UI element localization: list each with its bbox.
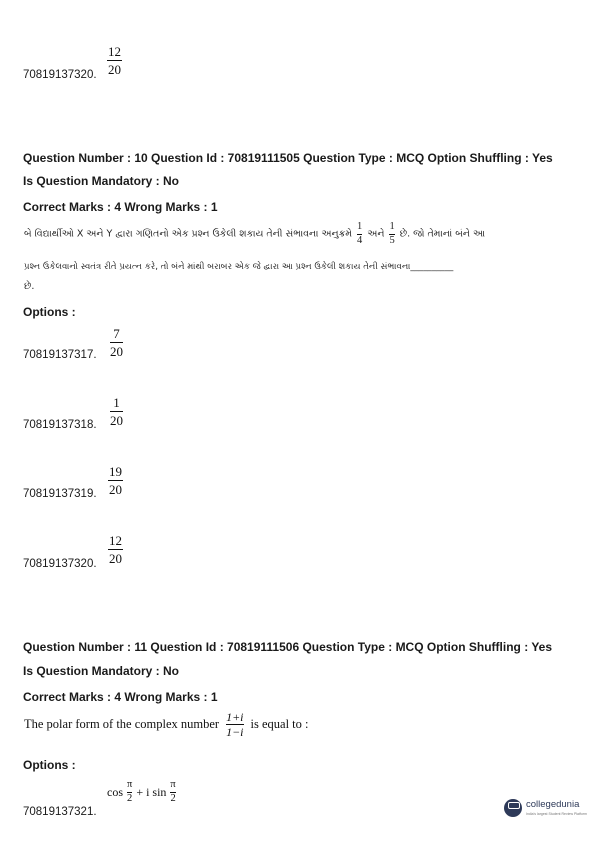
logo-text-block bbox=[526, 800, 587, 816]
q11-options-label: Options : bbox=[23, 758, 76, 772]
option-id: 70819137317. bbox=[23, 349, 97, 361]
fraction-denominator: 20 bbox=[110, 344, 123, 359]
plus-i-sin-label: + i sin bbox=[136, 784, 167, 799]
q11-marks: Correct Marks : 4 Wrong Marks : 1 bbox=[23, 690, 218, 704]
fraction-denominator: 4 bbox=[357, 234, 363, 246]
fraction-denominator: 1−i bbox=[226, 725, 244, 739]
option-id: 70819137321. bbox=[23, 806, 97, 818]
fraction-numerator: 1 bbox=[357, 221, 363, 232]
top-option-fraction bbox=[107, 45, 122, 76]
option-fraction bbox=[108, 465, 123, 496]
option-id: 70819137318. bbox=[23, 419, 97, 431]
q11-option1-expression bbox=[107, 780, 178, 804]
q10-text-line2: પ્રશ્ન ઉકેલવાનો સ્વતંત્ર રીતે પ્રયત્ન કરે, તો બંને માંથી બરાબર એક જે દ્વારા આ પ્રશ્ન ઉકેલી શકાય તેની સંભાવના__________ bbox=[24, 262, 454, 272]
q10-options-label: Options : bbox=[23, 305, 76, 319]
q10-fraction-one-fifth bbox=[389, 222, 394, 246]
q11-text bbox=[24, 711, 309, 738]
q10-mandatory: Is Question Mandatory : No bbox=[23, 174, 180, 188]
fraction-denominator: 2 bbox=[170, 792, 176, 804]
fraction-numerator: π bbox=[170, 779, 176, 790]
q11-fraction bbox=[226, 711, 243, 738]
q10-text-line3: છે. bbox=[24, 281, 35, 292]
q10-text-and: અને bbox=[367, 228, 385, 240]
cos-label: cos bbox=[107, 784, 123, 799]
fraction-numerator: 1 bbox=[113, 395, 120, 410]
fraction-numerator: 1+i bbox=[226, 710, 244, 724]
pi-over-two-fraction bbox=[170, 780, 175, 804]
fraction-denominator: 5 bbox=[389, 234, 395, 246]
q11-text-after: is equal to : bbox=[250, 717, 309, 731]
q11-mandatory: Is Question Mandatory : No bbox=[23, 664, 180, 678]
fraction-denominator: 2 bbox=[127, 792, 133, 804]
fraction-denominator: 20 bbox=[108, 62, 121, 77]
q10-fraction-one-fourth bbox=[357, 222, 362, 246]
q11-header: Question Number : 11 Question Id : 70819111506 Question Type : MCQ Option Shuffling : Yes bbox=[23, 640, 553, 654]
q10-text-part1: બે વિદ્યાર્થીઓ X અને Y દ્વારા ગણિતનો એક પ્રશ્ન ઉકેલી શકાય તેની સંભાવના અનુક્રમે bbox=[24, 228, 352, 240]
fraction-numerator: 7 bbox=[113, 326, 120, 341]
graduation-cap-icon bbox=[504, 799, 522, 817]
fraction-numerator: 1 bbox=[389, 221, 395, 232]
pi-over-two-fraction bbox=[127, 780, 132, 804]
option-fraction bbox=[108, 534, 123, 565]
q10-text-line1 bbox=[24, 222, 485, 246]
q10-marks: Correct Marks : 4 Wrong Marks : 1 bbox=[23, 200, 218, 214]
option-fraction bbox=[110, 327, 123, 358]
fraction-numerator: 19 bbox=[109, 464, 122, 479]
fraction-numerator: 12 bbox=[108, 44, 121, 59]
option-id: 70819137319. bbox=[23, 488, 97, 500]
q10-header: Question Number : 10 Question Id : 70819111505 Question Type : MCQ Option Shuffling : Yes bbox=[23, 151, 553, 165]
q10-text-part2: છે. જો તેમાનાં બંને આ bbox=[399, 228, 486, 240]
option-fraction bbox=[110, 396, 123, 427]
fraction-numerator: π bbox=[127, 779, 133, 790]
fraction-denominator: 20 bbox=[110, 413, 123, 428]
fraction-denominator: 20 bbox=[109, 482, 122, 497]
brand-name: collegedunia bbox=[526, 799, 580, 811]
q11-text-before: The polar form of the complex number bbox=[24, 717, 220, 731]
option-id: 70819137320. bbox=[23, 558, 97, 570]
fraction-denominator: 20 bbox=[109, 551, 122, 566]
collegedunia-logo bbox=[504, 799, 587, 817]
brand-tagline: India's largest Student Review Platform bbox=[526, 811, 587, 816]
fraction-numerator: 12 bbox=[109, 533, 122, 548]
option-id: 70819137320. bbox=[23, 69, 97, 81]
